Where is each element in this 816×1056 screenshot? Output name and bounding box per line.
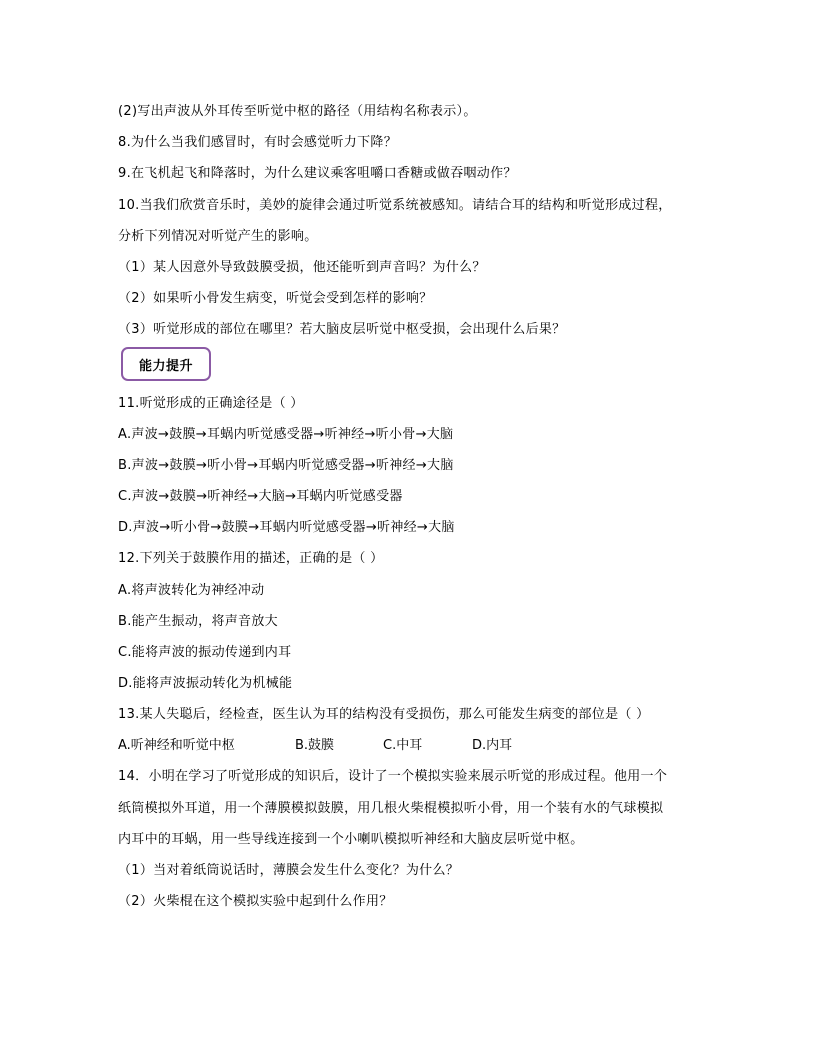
question-12-option-a: A.将声波转化为神经冲动	[118, 583, 265, 598]
question-9: 9.在飞机起飞和降落时，为什么建议乘客咀嚼口香糖或做吞咽动作？	[118, 166, 517, 181]
question-12-option-b: B.能产生振动，将声音放大	[118, 614, 278, 629]
question-12-option-d: D.能将声波振动转化为机械能	[118, 676, 293, 691]
section-badge-ability: 能力提升	[121, 347, 211, 381]
question-10-stem-line-1: 10.当我们欣赏音乐时，美妙的旋律会通过听觉系统被感知。请结合耳的结构和听觉形成过程，	[118, 198, 672, 213]
question-14-sub-2: （2）火柴棍在这个模拟实验中起到什么作用？	[118, 894, 393, 909]
question-14-stem-line-3: 内耳中的耳蜗，用一些导线连接到一个小喇叭模拟听神经和大脑皮层听觉中枢。	[118, 832, 584, 847]
question-13-option-d: D.内耳	[472, 738, 513, 753]
question-10-sub-1: （1）某人因意外导致鼓膜受损，他还能听到声音吗？为什么？	[118, 260, 486, 275]
question-11-option-d: D.声波→听小骨→鼓膜→耳蜗内听觉感受器→听神经→大脑	[118, 520, 455, 535]
question-7-part-2: (2)写出声波从外耳传至听觉中枢的路径（用结构名称表示）。	[118, 104, 477, 119]
question-11-option-b: B.声波→鼓膜→听小骨→耳蜗内听觉感受器→听神经→大脑	[118, 458, 454, 473]
question-11: 11.听觉形成的正确途径是（ ）	[118, 396, 304, 411]
question-14-stem-line-1: 14．小明在学习了听觉形成的知识后，设计了一个模拟实验来展示听觉的形成过程。他用一个	[118, 769, 668, 784]
question-13: 13.某人失聪后，经检查，医生认为耳的结构没有受损伤，那么可能发生病变的部位是（ ）	[118, 707, 650, 722]
question-11-option-a: A.声波→鼓膜→耳蜗内听觉感受器→听神经→听小骨→大脑	[118, 427, 454, 442]
question-11-option-c: C.声波→鼓膜→听神经→大脑→耳蜗内听觉感受器	[118, 489, 403, 504]
question-10-sub-2: （2）如果听小骨发生病变，听觉会受到怎样的影响？	[118, 291, 433, 306]
question-13-option-a: A.听神经和听觉中枢	[118, 738, 235, 753]
question-13-option-c: C.中耳	[383, 738, 423, 753]
question-13-option-b: B.鼓膜	[295, 738, 335, 753]
question-12-option-c: C.能将声波的振动传递到内耳	[118, 645, 292, 660]
question-10-stem-line-2: 分析下列情况对听觉产生的影响。	[118, 229, 318, 244]
question-8: 8.为什么当我们感冒时，有时会感觉听力下降？	[118, 135, 398, 150]
question-14-stem-line-2: 纸筒模拟外耳道，用一个薄膜模拟鼓膜，用几根火柴棍模拟听小骨，用一个装有水的气球模拟	[118, 801, 664, 816]
question-12: 12.下列关于鼓膜作用的描述，正确的是（ ）	[118, 551, 384, 566]
question-10-sub-3: （3）听觉形成的部位在哪里？若大脑皮层听觉中枢受损，会出现什么后果？	[118, 322, 566, 337]
question-14-sub-1: （1）当对着纸筒说话时，薄膜会发生什么变化？为什么？	[118, 863, 460, 878]
